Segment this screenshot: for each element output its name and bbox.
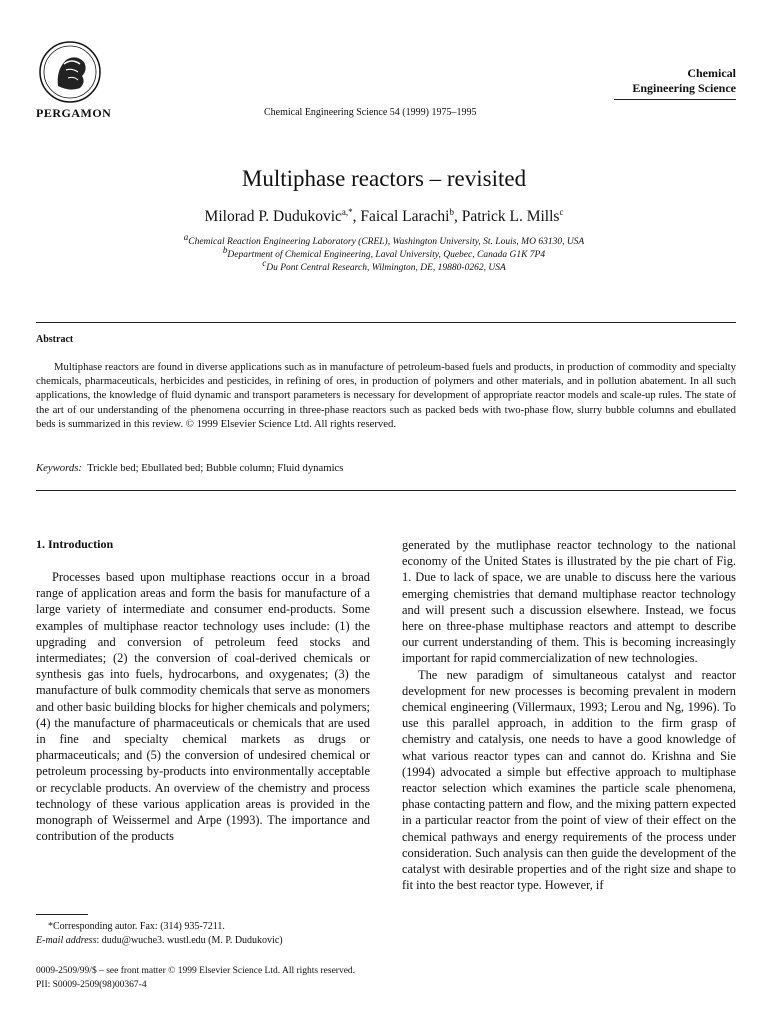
journal-name-line2: Engineering Science (632, 81, 736, 95)
publisher-name: PERGAMON (36, 106, 112, 120)
affiliation-text: Chemical Reaction Engineering Laboratory (CREL), Washington University, St. Louis, MO 63130, USA (188, 237, 585, 248)
body-paragraph: The new paradigm of simultaneous catalyst and reactor development for new processes is becoming prevalent in modern chemical engineering (Villermaux, 1993; Lerou and Ng, 1996). To use this parallel approach, in addition to the firm grasp of chemistry and catalysis, one needs to have a good knowledge of what various reactor types can and cannot do. Krishna and Sie (1994) advocated a simple but effective approach to multiphase reactor selection which examines the particle scale phenomena, phase contacting pattern and flow, and the mixing pattern expected in a particular reactor from the point of view of their effect on the chemical pathways and energy requirements of the process under consideration. Such analysis can then guide the development of the catalyst with desirable properties and of the right size and shape to fit into the best reactor type. However, if (402, 667, 736, 893)
email-label: E-mail address (36, 935, 97, 946)
abstract-bottom-rule (36, 490, 736, 491)
journal-name (590, 66, 736, 96)
journal-reference: Chemical Engineering Science 54 (1999) 1975–1995 (264, 107, 477, 118)
author-affiliation-mark: c (559, 206, 564, 217)
header-rule (614, 99, 736, 100)
affiliation-mark: c (262, 258, 267, 268)
copyright-line: 0009-2509/99/$ – see front matter © 1999 Elsevier Science Ltd. All rights reserved. (36, 966, 356, 976)
affiliation (0, 258, 768, 274)
corresponding-author-note: *Corresponding autor. Fax: (314) 935-7211. (48, 921, 225, 932)
abstract-text: Multiphase reactors are found in diverse applications such as in manufacture of petroleum-based fuels and products, in production of commodity and specialty chemicals, pharmaceuticals, herbicides and pesticides, in refining of ores, in production of polymers and other materials, and in pollution abatement. In all such applications, the knowledge of fluid dynamic and transport parameters is necessary for development of appropriate reactor models and scale-up rules. The state of the art of our understanding of the phenomena occurring in three-phase reactors such as packed beds with two-phase flow, slurry bubble columns and ebullated beds is summarized in this review. © 1999 Elsevier Science Ltd. All rights reserved. (36, 361, 736, 430)
journal-name-line1: Chemical (687, 66, 736, 80)
email-address: : dudu@wuche3. wustl.edu (M. P. Dudukovic) (96, 935, 283, 946)
keywords-list: Trickle bed; Ebullated bed; Bubble column; Fluid dynamics (87, 462, 344, 474)
keywords-label: Keywords: (36, 462, 82, 474)
article-title: Multiphase reactors – revisited (241, 166, 527, 191)
footnote-rule (36, 914, 88, 915)
left-column (36, 569, 370, 844)
author-name: Milorad P. Dudukovic (204, 208, 342, 225)
affiliation-mark: b (222, 245, 228, 255)
email-footnote (36, 935, 283, 946)
affiliation-text: Department of Chemical Engineering, Laval University, Quebec, Canada G1K 7P4 (227, 250, 546, 261)
affiliation-mark: a (183, 232, 189, 242)
abstract-top-rule (36, 322, 736, 323)
author-name: Faical Larachi (360, 208, 450, 225)
abstract-heading: Abstract (36, 334, 74, 345)
affiliation (0, 232, 768, 248)
author-name: Patrick L. Mills (461, 208, 560, 225)
right-column (402, 537, 736, 893)
section-heading: 1. Introduction (36, 537, 114, 551)
pii-line: PII: S0009-2509(98)00367-4 (36, 980, 147, 990)
keywords (36, 462, 343, 474)
author-list: Milorad P. Dudukovic$^{a,*}$, Faical Larachi$^b$, Patrick L. Mills$^c$ (204, 206, 564, 225)
body-paragraph: generated by the mutliphase reactor technology to the national economy of the United States is illustrated by the pie chart of Fig. 1. Due to lack of space, we are unable to discuss here the various emerging chemistries that demand multiphase reactor technology and will present such a discussion elsewhere. Instead, we focus here on three-phase multiphase reactors and attempt to describe our current understanding of them. This is becoming increasingly important for rapid commercialization of new technologies. (402, 538, 736, 666)
body-paragraph: Processes based upon multiphase reactions occur in a broad range of application areas and form the basis for manufacture of a large variety of intermediate and consumer end-products. Some examples of multiphase reactor technology uses include: (1) the upgrading and conversion of petroleum feed stocks and intermediates; (2) the conversion of coal-derived chemicals or synthesis gas into fuels, hydrocarbons, and oxygenates; (3) the manufacture of bulk commodity chemicals that serve as monomers and other basic building blocks for higher chemicals and polymers; (4) the manufacture of pharmaceuticals or chemicals that are used in fine and specialty chemical markets as drugs or pharmaceuticals; and (5) the conversion of undesired chemical or petroleum processing by-products into environmentally acceptable or recyclable products. An overview of the chemistry and process technology of these various application areas is provided in the monograph of Weissermel and Arpe (1993). The importance and contribution of the products (36, 570, 370, 844)
affiliation-text: Du Pont Central Research, Wilmington, DE, 19880-0262, USA (266, 263, 506, 274)
affiliation (0, 245, 768, 261)
author-affiliation-mark: b (449, 206, 454, 217)
publisher-logo-icon (38, 40, 102, 104)
author-affiliation-mark: a,* (341, 206, 353, 217)
